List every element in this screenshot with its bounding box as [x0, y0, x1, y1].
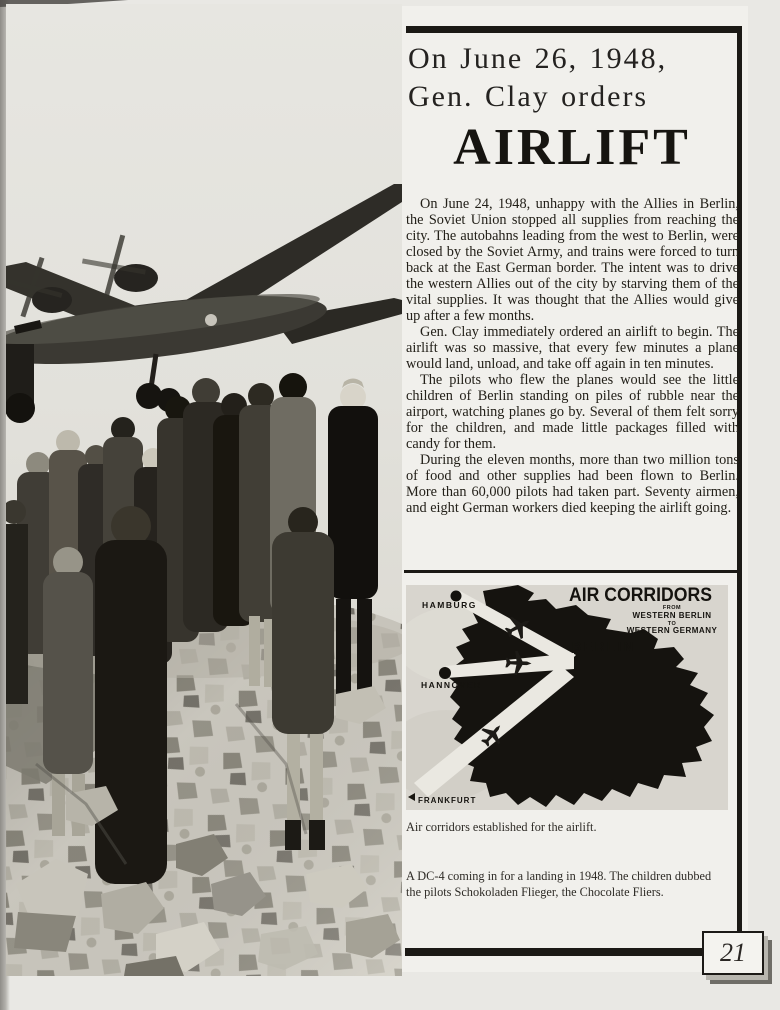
headline	[408, 40, 738, 116]
map-label-hamburg: HAMBURG	[422, 600, 477, 610]
page-title: AIRLIFT	[453, 119, 691, 176]
airlift-photo	[6, 4, 402, 976]
map-subtitle-from: FROM	[662, 605, 682, 611]
map-label-frankfurt: FRANKFURT	[418, 796, 477, 805]
map-caption: Air corridors established for the airlift.	[406, 820, 597, 834]
section-divider-rule	[404, 570, 742, 573]
body-paragraph: The pilots who flew the planes would see the little children of Berlin standing on piles of rubble near the airport, watching planes go by. Several of them felt sorry for the children, and made little packages filled with candy for them.	[406, 372, 739, 452]
map-subtitle-western-berlin: WESTERN BERLIN	[632, 611, 712, 620]
body-paragraph: Gen. Clay immediately ordered an airlift to begin. The airlift was so massive, that every few minutes a plane would land, unload, and take off again in ten minutes.	[406, 324, 739, 372]
air-corridors-map	[406, 585, 728, 810]
air-corridors-map-art	[406, 585, 728, 810]
body-paragraph: During the eleven months, more than two million tons of food and other supplies had been flown to Berlin. More than 60,000 pilots had taken part. Seventy airmen, and eight German workers died keeping the airlift going.	[406, 452, 739, 516]
body-paragraph: On June 24, 1948, unhappy with the Allies in Berlin, the Soviet Union stopped all supplies from reaching the city. The autobahns leading from the west to Berlin, were closed by the Soviet Army, and trains were forced to turn back at the East German border. The intent was to drive the western Allies out of the city by starving them of the vital supplies. It was thought that the Allies would give up after a few months.	[406, 196, 739, 324]
bottom-rule	[405, 948, 704, 956]
map-subtitle-western-germany: WESTERN GERMANY	[626, 626, 718, 635]
headline-line2: Gen. Clay orders	[408, 80, 649, 113]
photo-caption: A DC-4 coming in for a landing in 1948. The children dubbed the pilots Schokoladen Flieger, the Chocolate Fliers.	[406, 869, 712, 899]
airlift-photo-art	[6, 4, 402, 976]
top-rule	[406, 26, 742, 33]
map-title: AIR CORRIDORS	[569, 585, 712, 606]
page-number-tab	[702, 931, 764, 975]
page-number: 21	[720, 938, 746, 967]
headline-line1: On June 26, 1948,	[408, 42, 668, 75]
hannover-dot-icon	[439, 667, 451, 679]
article-body	[406, 196, 739, 516]
map-subtitle-to: TO	[667, 621, 677, 627]
map-label-hannover: HANNOVER	[421, 680, 482, 690]
map-label-berlin: BERLIN	[572, 639, 636, 654]
